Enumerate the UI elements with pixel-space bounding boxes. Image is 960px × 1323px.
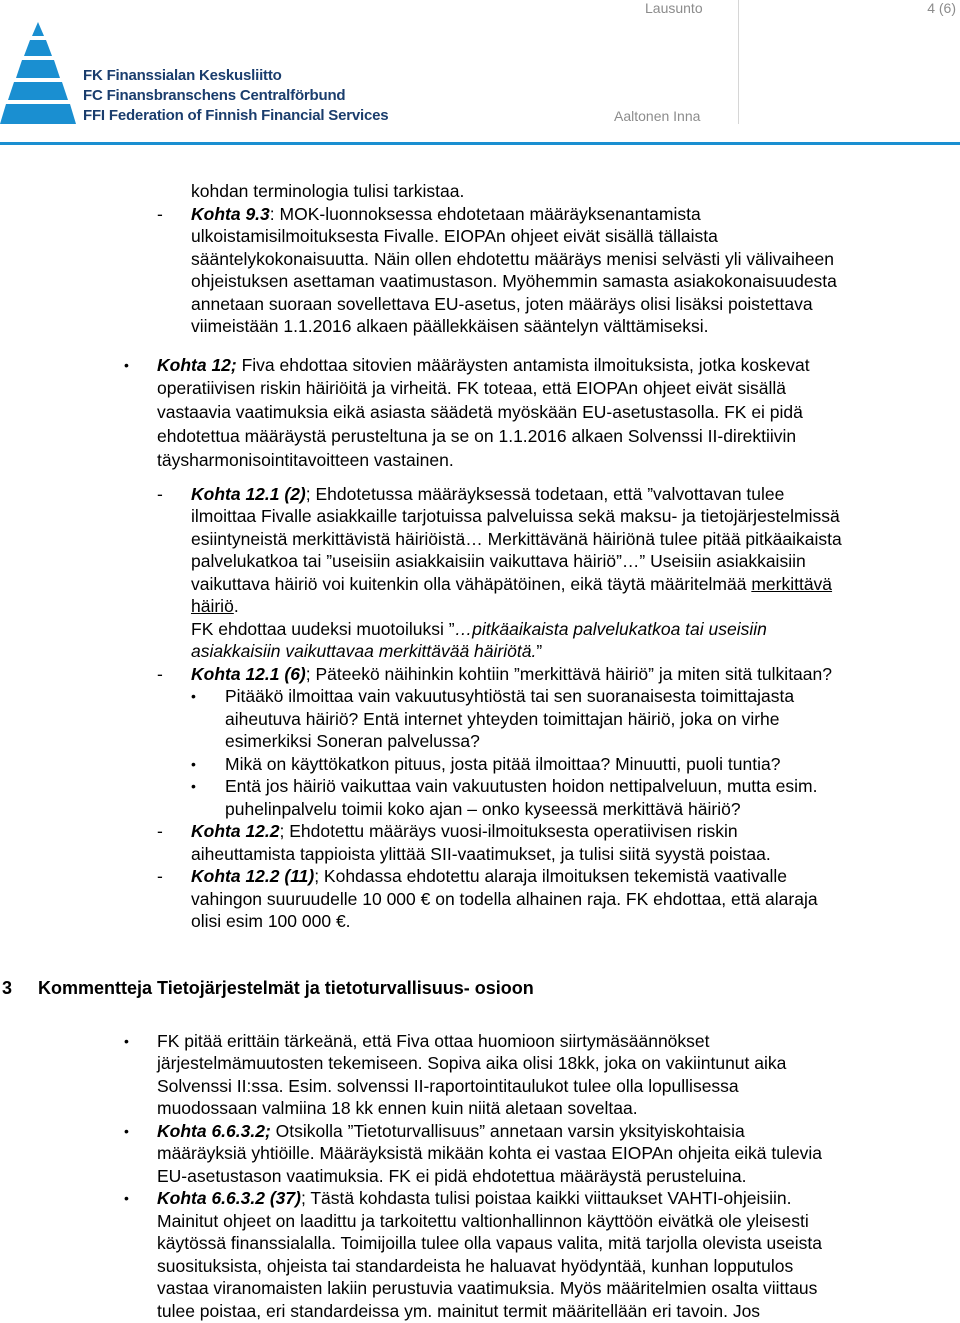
list-item: FK pitää erittäin tärkeänä, että Fiva ottaa huomioon siirtymäsäännökset [157, 1031, 710, 1051]
sub-list-item: Mikä on käyttökatkon pituus, josta pitää ilmoittaa? Minuutti, puoli tuntia? [225, 754, 781, 774]
dash-marker: - [157, 484, 163, 504]
paragraph-line: ilmoittaa Fivalle asiakkaille tarjotuissa palveluissa sekä maksu- ja tietojärjestelmissä [191, 506, 840, 526]
text: Otsikolla ”Tietoturvallisuus” annetaan varsin yksityiskohtaisia [270, 1121, 745, 1141]
document-type: Lausunto [645, 0, 703, 16]
paragraph-line: ohjeistuksen asettaman vaatimustason. Myöhemmin samasta asiakokonaisuudesta [191, 271, 837, 291]
section-ref: Kohta 9.3 [191, 204, 270, 224]
bullet-marker: • [124, 1033, 129, 1049]
paragraph-line: Solvenssi II:ssa. Esim. solvenssi II-raportointitaulukot tulee olla lopullisessa [157, 1076, 739, 1096]
list-item [157, 1187, 792, 1209]
underlined-text: merkittävä [751, 574, 833, 594]
paragraph-line: käytössä finanssialalla. Toimijoilla tulee olla vapaus valita, mitä tarjolla olevista useista [157, 1233, 823, 1253]
italic-text: asiakkaisiin vaikuttavaa merkittävää häiriötä. [191, 641, 537, 661]
dash-marker: - [157, 204, 163, 224]
text: ; Kohdassa ehdotettu alaraja ilmoituksen tekemistä vaativalle [314, 866, 787, 886]
bullet-marker: • [124, 1123, 129, 1139]
paragraph-line: vastaa viranomaisten lakiin perustuvia vaatimuksia. Myös määritelmien osalta viittaus [157, 1278, 818, 1298]
text: ” [536, 641, 543, 661]
paragraph-line: palvelukatkoa tai ”useisiin asiakkaisiin vaikuttava häiriö”…” Useisiin asiakkaisiin [191, 551, 806, 571]
paragraph-line [191, 595, 239, 617]
bullet-marker: • [191, 778, 196, 794]
paragraph-line: aiheutuva häiriö? Entä internet yhteyden toimittajan häiriö, joka on virhe [225, 709, 780, 729]
section-ref: Kohta 6.6.3.2 (37) [157, 1188, 301, 1208]
logo-pyramid-icon [0, 22, 76, 126]
author: Aaltonen Inna [614, 108, 701, 124]
text: Fiva ehdottaa sitovien määräysten antamista ilmoituksista, jotka koskevat [236, 355, 810, 375]
section-ref: Kohta 12.2 [191, 821, 280, 841]
dash-marker: - [157, 821, 163, 841]
list-item [191, 663, 832, 685]
section-heading: Kommentteja Tietojärjestelmät ja tietoturvallisuus- osioon [38, 978, 534, 998]
paragraph-line: määräyksiä yhtiöille. Määräyksistä mikään kohta ei vastaa EIOPAn ohjeita eikä tulevia [157, 1143, 822, 1163]
org-name-en: FFI Federation of Finnish Financial Services [83, 107, 389, 124]
bullet-marker: • [191, 688, 196, 704]
list-item [191, 865, 787, 887]
text: ; Päteekö näihinkin kohtiin ”merkittävä häiriö” ja miten sitä tulkitaan? [305, 664, 832, 684]
paragraph-line [191, 640, 542, 662]
paragraph-line: järjestelmämuutosten tekemiseen. Sopiva aika olisi 18kk, joka on vakiintunut aika [157, 1053, 787, 1073]
paragraph-line: aiheuttamista tappioista ylittää SII-vaatimukset, ja tulisi siitä syystä poistaa. [191, 844, 771, 864]
text: ; Ehdotetussa määräyksessä todetaan, että ”valvottavan tulee [305, 484, 785, 504]
paragraph-line: muodossaan valmiina 18 kk ennen kuin niitä aletaan soveltaa. [157, 1098, 638, 1118]
bullet-marker: • [124, 1190, 129, 1206]
paragraph-line: ehdotettua määräystä perusteltuna ja se on 1.1.2016 alkaen Solvenssi II-direktiivin [157, 426, 797, 446]
italic-text: …pitkäaikaista palvelukatkoa tai useisiin [454, 619, 767, 639]
org-name-sv: FC Finansbranschens Centralförbund [83, 87, 346, 104]
list-item [157, 354, 810, 376]
header-rule [0, 142, 960, 145]
section-number: 3 [2, 978, 13, 998]
org-name-fi: FK Finanssialan Keskusliitto [83, 67, 282, 84]
bullet-marker: • [124, 357, 129, 373]
paragraph-line: vahingon suuruudelle 10 000 € on todella alhainen raja. FK ehdottaa, että alaraja [191, 889, 818, 909]
text: : MOK-luonnoksessa ehdotetaan määräyksenantamista [269, 204, 701, 224]
paragraph-line: olisi esim 100 000 €. [191, 911, 351, 931]
paragraph-line: EU-asetustason vaatimuksia. FK ei pidä ehdotettua määräystä perusteluina. [157, 1166, 747, 1186]
dash-marker: - [157, 664, 163, 684]
list-item [157, 1120, 745, 1142]
paragraph-line: suosituksista, ohjeista tai standardeista he haluavat hyödyntää, kunhan lopputulos [157, 1256, 794, 1276]
bullet-marker: • [191, 756, 196, 772]
paragraph-line: tulee poistaa, eri standardeissa ym. mainitut termit määritellään eri tavoin. Jos [157, 1301, 761, 1321]
text: vaikuttava häiriö voi kuitenkin olla vähäpätöinen, eikä täytä määritelmää [191, 574, 752, 594]
paragraph-line: kohdan terminologia tulisi tarkistaa. [191, 181, 465, 201]
sub-list-item: Entä jos häiriö vaikuttaa vain vakuutusten hoidon nettipalveluun, mutta esim. [225, 776, 818, 796]
paragraph-line: täysharmonisointitavoitteen vastainen. [157, 450, 454, 470]
text: . [233, 596, 239, 616]
paragraph-line: ulkoistamisilmoituksesta Fivalle. EIOPAn ohjeet eivät sisällä tällaista [191, 226, 718, 246]
section-ref: Kohta 12.1 (6) [191, 664, 306, 684]
page-number: 4 (6) [927, 0, 956, 16]
org-name [83, 66, 388, 126]
dash-marker: - [157, 866, 163, 886]
list-item [191, 483, 784, 505]
paragraph-line: sääntelykokonaisuutta. Näin ollen ehdotettu määräys menisi selvästi yli välivaiheen [191, 249, 834, 269]
paragraph-line [191, 573, 832, 595]
paragraph-line: viimeistään 1.1.2016 alkaen päällekkäisen sääntelyn välttämiseksi. [191, 316, 709, 336]
paragraph-line: puhelinpalvelu toimii koko ajan – onko kyseessä merkittävä häiriö? [225, 799, 741, 819]
section-ref: Kohta 12; [157, 355, 237, 375]
page-header [0, 0, 960, 148]
sub-list-item: Pitääkö ilmoittaa vain vakuutusyhtiöstä tai sen suoranaisesta toimittajasta [225, 686, 795, 706]
section-ref: Kohta 6.6.3.2; [157, 1121, 271, 1141]
underlined-text: häiriö [191, 596, 234, 616]
text: FK ehdottaa uudeksi muotoiluksi ” [191, 619, 455, 639]
list-item [191, 820, 738, 842]
paragraph-line [191, 618, 767, 640]
text: ; Ehdotettu määräys vuosi-ilmoituksesta operatiivisen riskin [279, 821, 738, 841]
paragraph-line: esimerkiksi Soneran palvelussa? [225, 731, 480, 751]
paragraph-line: vastaavia vaatimuksia eikä asiasta säädetä myöskään EU-asetustasolla. FK ei pidä [157, 402, 803, 422]
section-ref: Kohta 12.2 (11) [191, 866, 315, 886]
list-item [191, 203, 701, 225]
paragraph-line: esiintyneistä merkittävistä häiriöistä… Merkittävänä häiriönä tulee pitää pitkäaikaista [191, 529, 842, 549]
paragraph-line: operatiivisen riskin häiriöitä ja virheitä. FK toteaa, että EIOPAn ohjeet eivät sisällä [157, 378, 787, 398]
header-divider [738, 0, 739, 124]
paragraph-line: Mainitut ohjeet on laadittu ja tarkoitettu valtionhallinnon käyttöön eivätkä ole yleisesti [157, 1211, 809, 1231]
section-ref: Kohta 12.1 (2) [191, 484, 306, 504]
paragraph-line: annetaan suoraan sovellettava EU-asetus, joten määräys olisi lisäksi poistettava [191, 294, 813, 314]
text: ; Tästä kohdasta tulisi poistaa kaikki viittaukset VAHTI-ohjeisiin. [300, 1188, 792, 1208]
